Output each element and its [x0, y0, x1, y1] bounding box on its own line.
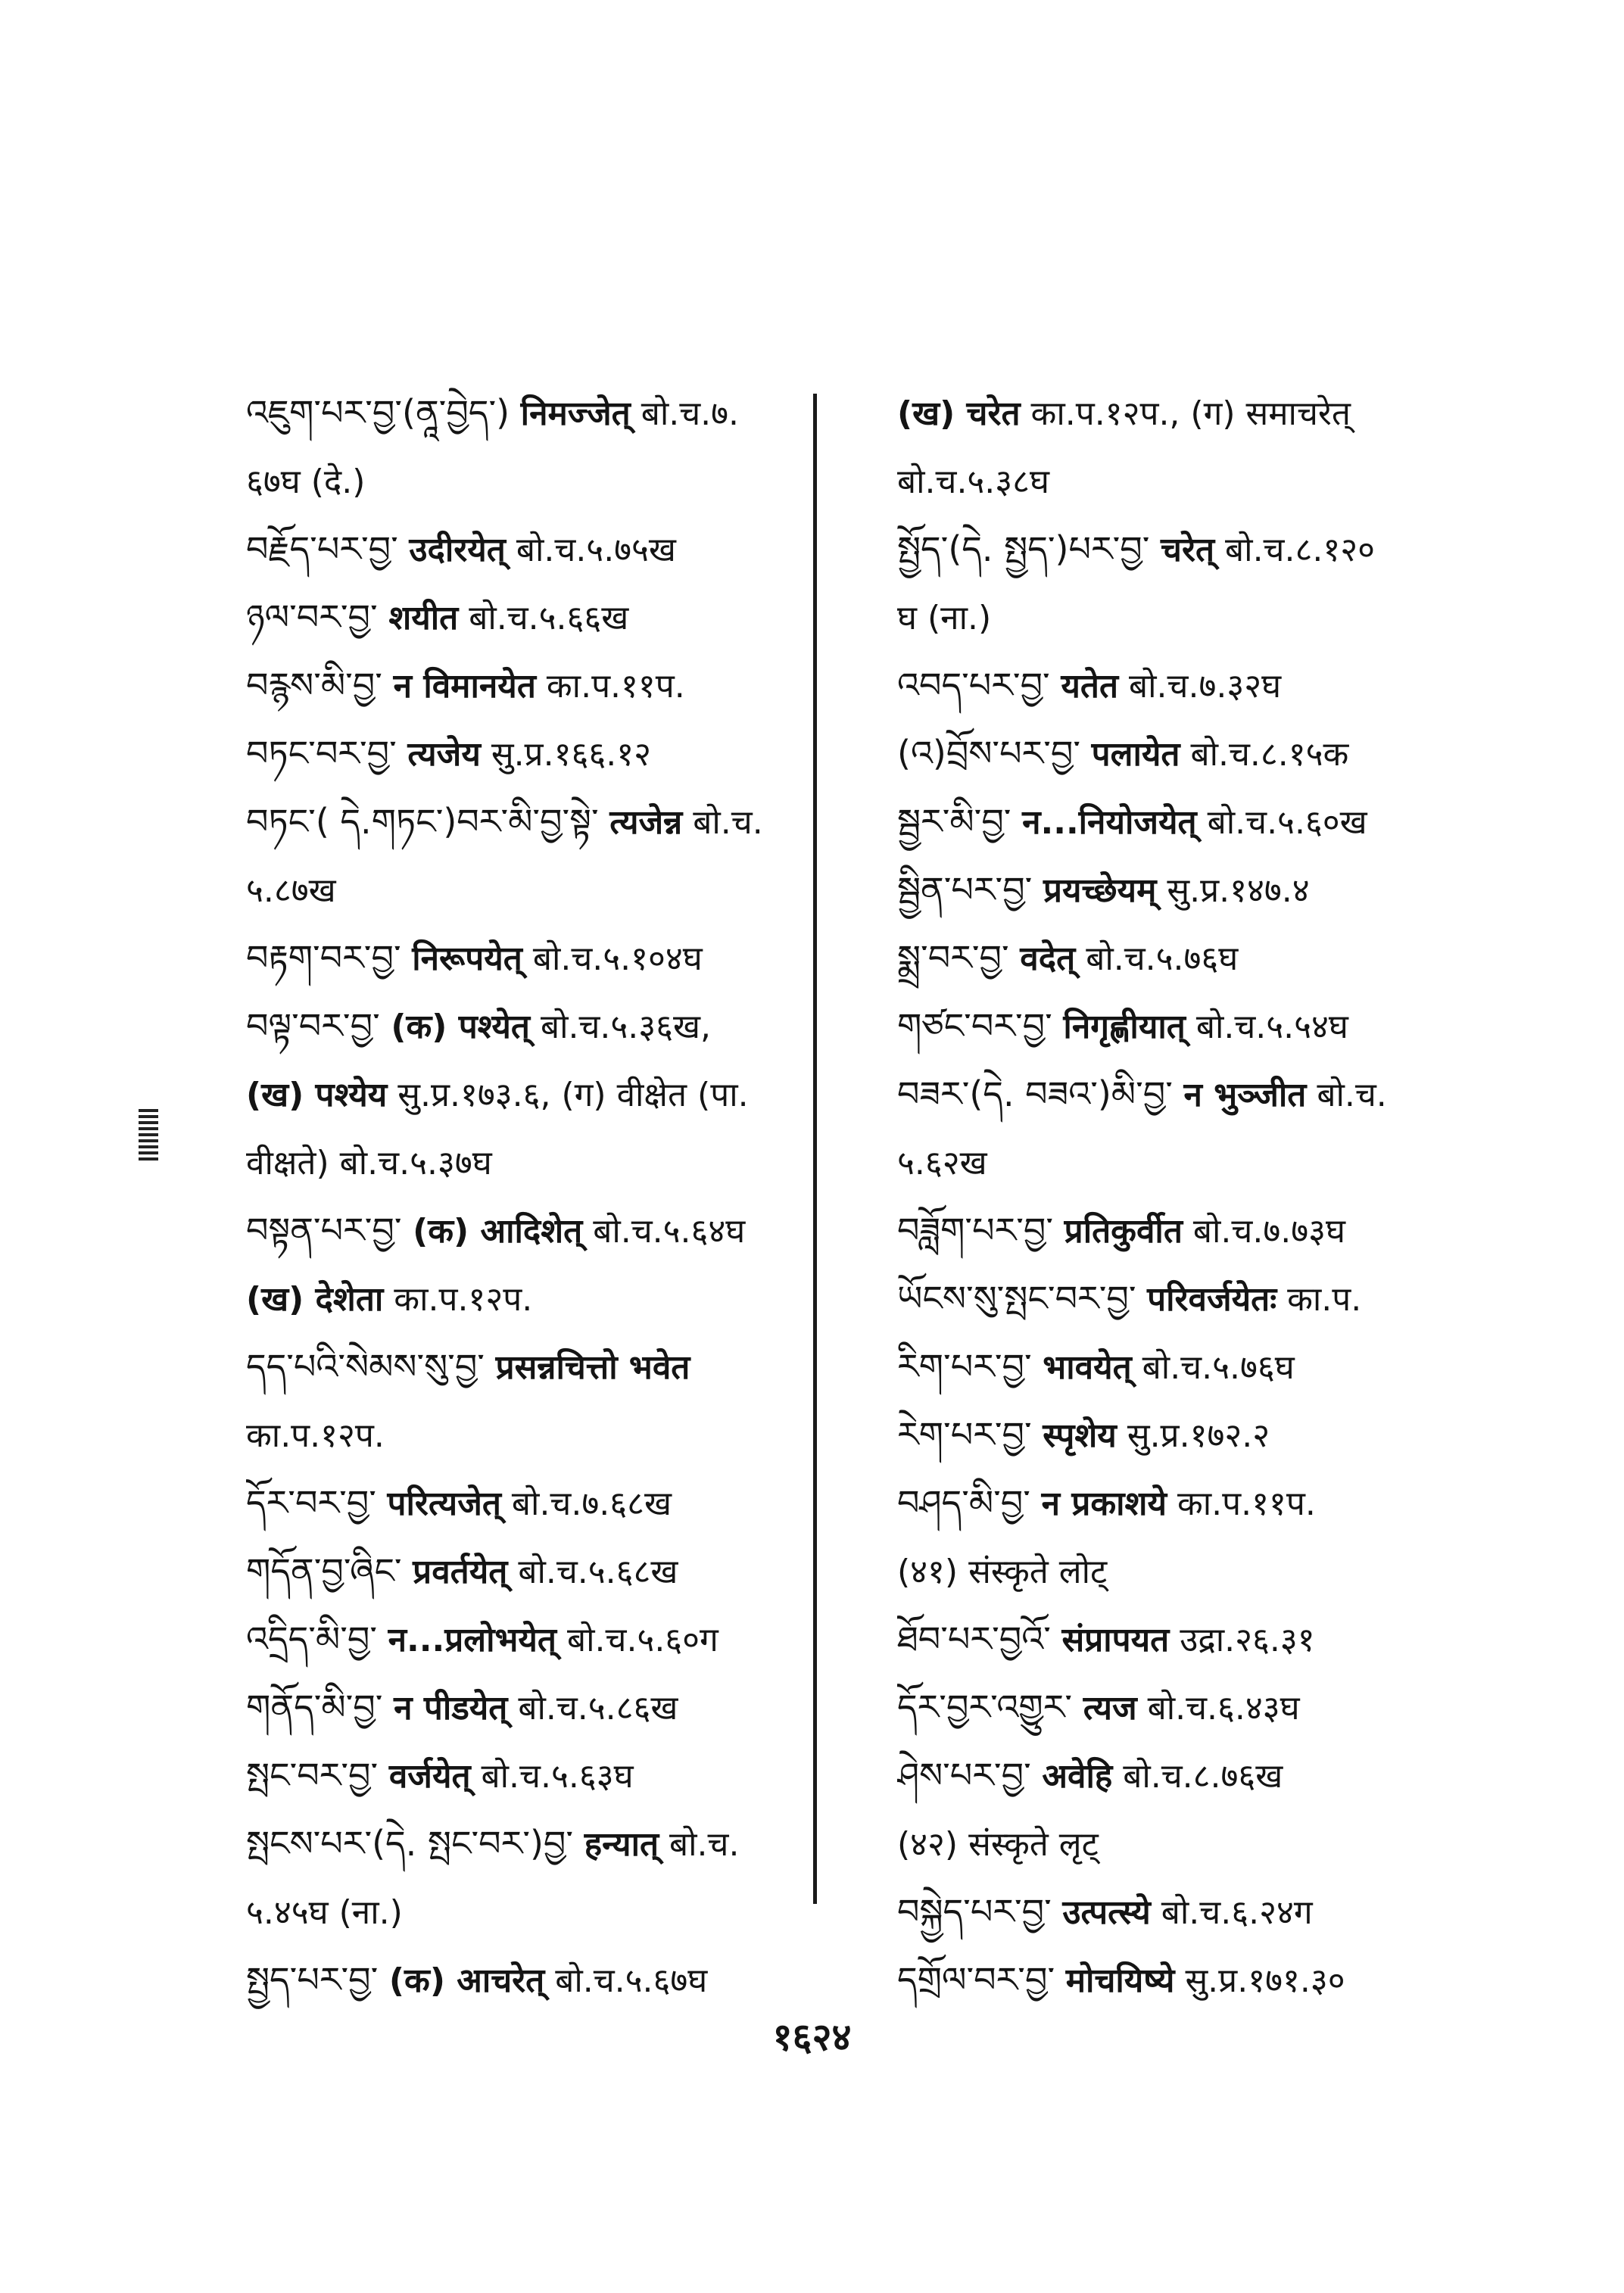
reference: का.प.१२प. [383, 1280, 533, 1319]
tibetan-term: བསྟན་པར་བྱ་ [246, 1210, 413, 1251]
reference: बो.च.५.८६ख [507, 1689, 678, 1728]
sanskrit-term: मोचयिष्ये [1065, 1961, 1175, 2000]
entry-line [246, 1537, 821, 1605]
tibetan-term: རེག་པར་བྱ་ [897, 1414, 1043, 1455]
reference: बो.च.५.६७घ [544, 1961, 708, 2000]
reference: बो.च.५.६३घ [470, 1757, 634, 1796]
reference: बो.च.५.६८ख [507, 1553, 678, 1591]
entry-line [897, 1332, 1473, 1400]
entry-line [246, 583, 821, 651]
reference: सु.प्र.१७१.३० [1174, 1961, 1345, 2000]
entry-line [246, 515, 821, 583]
reference: बो.च.५.३६ख, [529, 1008, 712, 1046]
tibetan-term: བཏང་( དེ.གཏང་)བར་མི་བྱ་སྟེ་ [246, 801, 610, 842]
reference: का.प.१२प., (ग) समाचरेत् [1020, 394, 1351, 433]
tibetan-term: འཇུག་པར་བྱ་(ནཱ་བྱེད་) [246, 392, 521, 433]
reference: बो.च.५.१०४घ [522, 939, 703, 978]
entry-line [246, 1877, 821, 1946]
reference: बो.च.५.३८घ [897, 463, 1050, 501]
entry-line [246, 1196, 821, 1264]
sanskrit-term: न...नियोजयेत् [1022, 803, 1197, 842]
tibetan-term: དོར་བར་བྱ་ [246, 1482, 388, 1523]
reference: बो.च.६.४३घ [1136, 1689, 1300, 1728]
sanskrit-term: पलायेत [1091, 735, 1180, 774]
sanskrit-term: प्रतिकुर्वीत [1064, 1212, 1183, 1251]
reference: बो.च.५.६०ख [1196, 803, 1367, 842]
reference: ५.६२ख [897, 1144, 987, 1182]
reference: का.प.११प. [535, 667, 685, 706]
reference: वीक्षते) बो.च.५.३७घ [246, 1144, 492, 1182]
entry-line [897, 583, 1473, 651]
tibetan-term: འབད་པར་བྱ་ [897, 665, 1061, 706]
entry-line [897, 1537, 1473, 1605]
sanskrit-term: (क) आदिशेत् [413, 1212, 583, 1251]
reference: (४१) संस्कृते लोट् [897, 1553, 1108, 1591]
tibetan-term: སྨྲ་བར་བྱ་ [897, 937, 1021, 978]
sanskrit-term: शयीत [388, 599, 459, 637]
tibetan-term: སྤངས་པར་(དེ. སྤང་བར་)བྱ་ [246, 1823, 584, 1864]
entry-line [897, 1809, 1473, 1877]
reference: सु.प्र.१७२.२ [1116, 1416, 1270, 1455]
sanskrit-term: परिवर्जयेतः [1147, 1280, 1277, 1319]
reference: बो.च.६.२४ग [1150, 1893, 1313, 1932]
entry-line [246, 379, 821, 447]
entry-line [897, 515, 1473, 583]
sanskrit-term: उत्पत्स्ये [1062, 1893, 1151, 1932]
sanskrit-term: परित्यजेत् [387, 1485, 501, 1523]
reference: सु.प्र.१६६.१२ [480, 735, 651, 774]
sanskrit-term: यतेत [1061, 667, 1119, 706]
reference: घ (ना.) [897, 599, 992, 637]
entry-line [897, 447, 1473, 515]
reference: बो.च.७. [630, 394, 739, 433]
reference: का.प.१२प. [246, 1416, 385, 1455]
tibetan-term: བརྟག་བར་བྱ་ [246, 937, 413, 978]
sanskrit-term: चरेत् [1161, 531, 1215, 569]
tibetan-term: སྤྱོད་(དེ. སྤྱད་)པར་བྱ་ [897, 528, 1161, 569]
sanskrit-term: भावयेत् [1043, 1348, 1132, 1387]
right-column [897, 379, 1473, 2014]
entry-line [897, 1196, 1473, 1264]
entry-line [246, 1400, 821, 1469]
sanskrit-term: प्रसन्नचित्तो भवेत [495, 1348, 690, 1387]
sanskrit-term: उदीरयेत् [409, 531, 506, 569]
reference: बो.च.५.७६घ [1131, 1348, 1295, 1387]
sanskrit-term: त्यजेन्न [609, 803, 683, 842]
entry-line [897, 1469, 1473, 1537]
sanskrit-term: त्यज [1083, 1689, 1137, 1728]
tibetan-term: གདོན་བྱ་ཞིང་ [246, 1550, 413, 1591]
reference: बो.च.८.१२० [1214, 531, 1375, 569]
entry-line [246, 651, 821, 719]
tibetan-term: བཏང་བར་བྱ་ [246, 733, 408, 774]
entry-line [897, 992, 1473, 1060]
entry-line [246, 992, 821, 1060]
reference: सु.प्र.१७३.६, (ग) वीक्षेत (पा. [387, 1076, 749, 1114]
entry-line [246, 1469, 821, 1537]
reference: ५.८७ख [246, 871, 336, 910]
entry-line [246, 1605, 821, 1673]
entry-line [897, 1673, 1473, 1741]
tibetan-term: ཐོབ་པར་བྱའོ་ [897, 1618, 1062, 1659]
tibetan-term: སྤང་བར་བྱ་ [246, 1755, 389, 1796]
reference: बो.च.५.५४घ [1185, 1008, 1348, 1046]
reference: बो.च.५.६०ग [556, 1621, 718, 1659]
tibetan-term: གནོད་མི་བྱ་ [246, 1687, 394, 1728]
column-divider [813, 394, 817, 1904]
tibetan-term: བལྟ་བར་བྱ་ [246, 1005, 391, 1046]
tibetan-term: རིག་པར་བྱ་ [897, 1346, 1043, 1387]
tibetan-term: དད་པའི་སེམས་སུ་བྱ་ [246, 1346, 496, 1387]
entry-line [897, 924, 1473, 992]
sanskrit-term: निगृह्णीयात् [1063, 1008, 1186, 1046]
entry-line [246, 1946, 821, 2014]
reference: बो.च.५.७५ख [505, 531, 676, 569]
entry-line [897, 855, 1473, 924]
tibetan-term: བརྗོད་པར་བྱ་ [246, 528, 410, 569]
tibetan-term: གཙང་བར་བྱ་ [897, 1005, 1064, 1046]
entry-line [897, 1741, 1473, 1809]
sanskrit-term: (क) आचरेत् [388, 1961, 545, 2000]
tibetan-term: འདྲིད་མི་བྱ་ [246, 1618, 388, 1659]
entry-line [897, 1128, 1473, 1196]
entry-line [246, 924, 821, 992]
sanskrit-term: अवेहि [1042, 1757, 1113, 1796]
reference: का.प.११प. [1166, 1485, 1316, 1523]
margin-mark [139, 1109, 158, 1162]
entry-line [897, 787, 1473, 855]
entry-line [246, 1332, 821, 1400]
entry-line [897, 1877, 1473, 1946]
sanskrit-term: प्रवर्तयेत् [413, 1553, 508, 1591]
tibetan-term: སྤྱད་པར་བྱ་ [246, 1959, 389, 2000]
sanskrit-term: (क) पश्येत् [391, 1008, 530, 1046]
tibetan-term: བཤད་མི་བྱ་ [897, 1482, 1042, 1523]
entry-line [246, 855, 821, 924]
sanskrit-term: निमज्जेत् [520, 394, 631, 433]
sanskrit-term: न प्रकाशये [1041, 1485, 1167, 1523]
sanskrit-term: न...प्रलोभयेत् [388, 1621, 557, 1659]
reference: (४२) संस्कृते लृट् [897, 1825, 1099, 1864]
sanskrit-term: न पीडयेत् [394, 1689, 508, 1728]
entry-line [897, 1946, 1473, 2014]
reference: बो.च.७.७३घ [1182, 1212, 1345, 1251]
reference: बो.च. [1306, 1076, 1387, 1114]
reference: ५.४५घ (ना.) [246, 1893, 403, 1932]
sanskrit-term: न भुञ्जीत [1183, 1076, 1307, 1114]
reference: का.प. [1276, 1280, 1362, 1319]
tibetan-term: དོར་བྱར་འགྱུར་ [897, 1687, 1083, 1728]
page-number: १६२४ [772, 2015, 852, 2059]
sanskrit-term: प्रयच्छेयम् [1043, 871, 1157, 910]
entry-line [246, 787, 821, 855]
reference: बो.च.५.७६घ [1075, 939, 1239, 978]
tibetan-term: བརྙས་མི་བྱ་ [246, 665, 394, 706]
left-column [246, 379, 821, 2014]
reference: बो.च. [659, 1825, 740, 1864]
entry-line [246, 719, 821, 787]
reference: सु.प्र.१४७.४ [1156, 871, 1310, 910]
tibetan-term: སྦྱར་མི་བྱ་ [897, 801, 1023, 842]
sanskrit-term: संप्रापयत [1061, 1621, 1170, 1659]
sanskrit-term: वर्जयेत् [388, 1757, 471, 1796]
reference: बो.च.७.६८ख [500, 1485, 672, 1523]
sanskrit-term: निरूपयेत् [412, 939, 522, 978]
reference: बो.च. [682, 803, 763, 842]
tibetan-term: བསྐྱེད་པར་བྱ་ [897, 1891, 1063, 1932]
reference: बो.च.८.७६ख [1112, 1757, 1283, 1796]
entry-line [246, 1809, 821, 1877]
entry-line [897, 1264, 1473, 1332]
reference: बो.च.७.३२घ [1118, 667, 1282, 706]
sanskrit-term: (ख) देशेता [246, 1280, 384, 1319]
tibetan-term: བཟློག་པར་བྱ་ [897, 1210, 1064, 1251]
tibetan-term: ཉལ་བར་བྱ་ [246, 597, 389, 637]
entry-line [897, 719, 1473, 787]
sanskrit-term: हन्यात् [584, 1825, 659, 1864]
reference: बो.च.५.६४घ [582, 1212, 746, 1251]
entry-line [246, 447, 821, 515]
entry-line [897, 1400, 1473, 1469]
sanskrit-term: (ख) चरेत [897, 394, 1021, 433]
tibetan-term: ཤེས་པར་བྱ་ [897, 1755, 1043, 1796]
reference: बो.च.५.६६ख [458, 599, 629, 637]
reference: उद्रा.२६.३१ [1169, 1621, 1315, 1659]
entry-line [246, 1673, 821, 1741]
sanskrit-term: स्पृशेय [1043, 1416, 1117, 1455]
entry-line [246, 1060, 821, 1128]
reference: बो.च.८.१५क [1180, 735, 1349, 774]
entry-line [897, 1605, 1473, 1673]
entry-line [246, 1128, 821, 1196]
entry-line [897, 1060, 1473, 1128]
entry-line [897, 651, 1473, 719]
entry-line [897, 379, 1473, 447]
entry-line [246, 1741, 821, 1809]
reference: ६७घ (दे.) [246, 463, 366, 501]
tibetan-term: སྦྱིན་པར་བྱ་ [897, 869, 1043, 910]
sanskrit-term: न विमानयेत [393, 667, 536, 706]
tibetan-term: (འ)བྲོས་པར་བྱ་ [897, 733, 1092, 774]
sanskrit-term: (ख) पश्येय [246, 1076, 388, 1114]
sanskrit-term: त्यजेय [407, 735, 481, 774]
tibetan-term: དགྲོལ་བར་བྱ་ [897, 1959, 1066, 2000]
entry-line [246, 1264, 821, 1332]
tibetan-term: བཟར་(དེ. བཟའ་)མི་བྱ་ [897, 1073, 1184, 1114]
tibetan-term: ཡོངས་སུ་སྤང་བར་བྱ་ [897, 1278, 1148, 1319]
sanskrit-term: वदेत् [1020, 939, 1076, 978]
